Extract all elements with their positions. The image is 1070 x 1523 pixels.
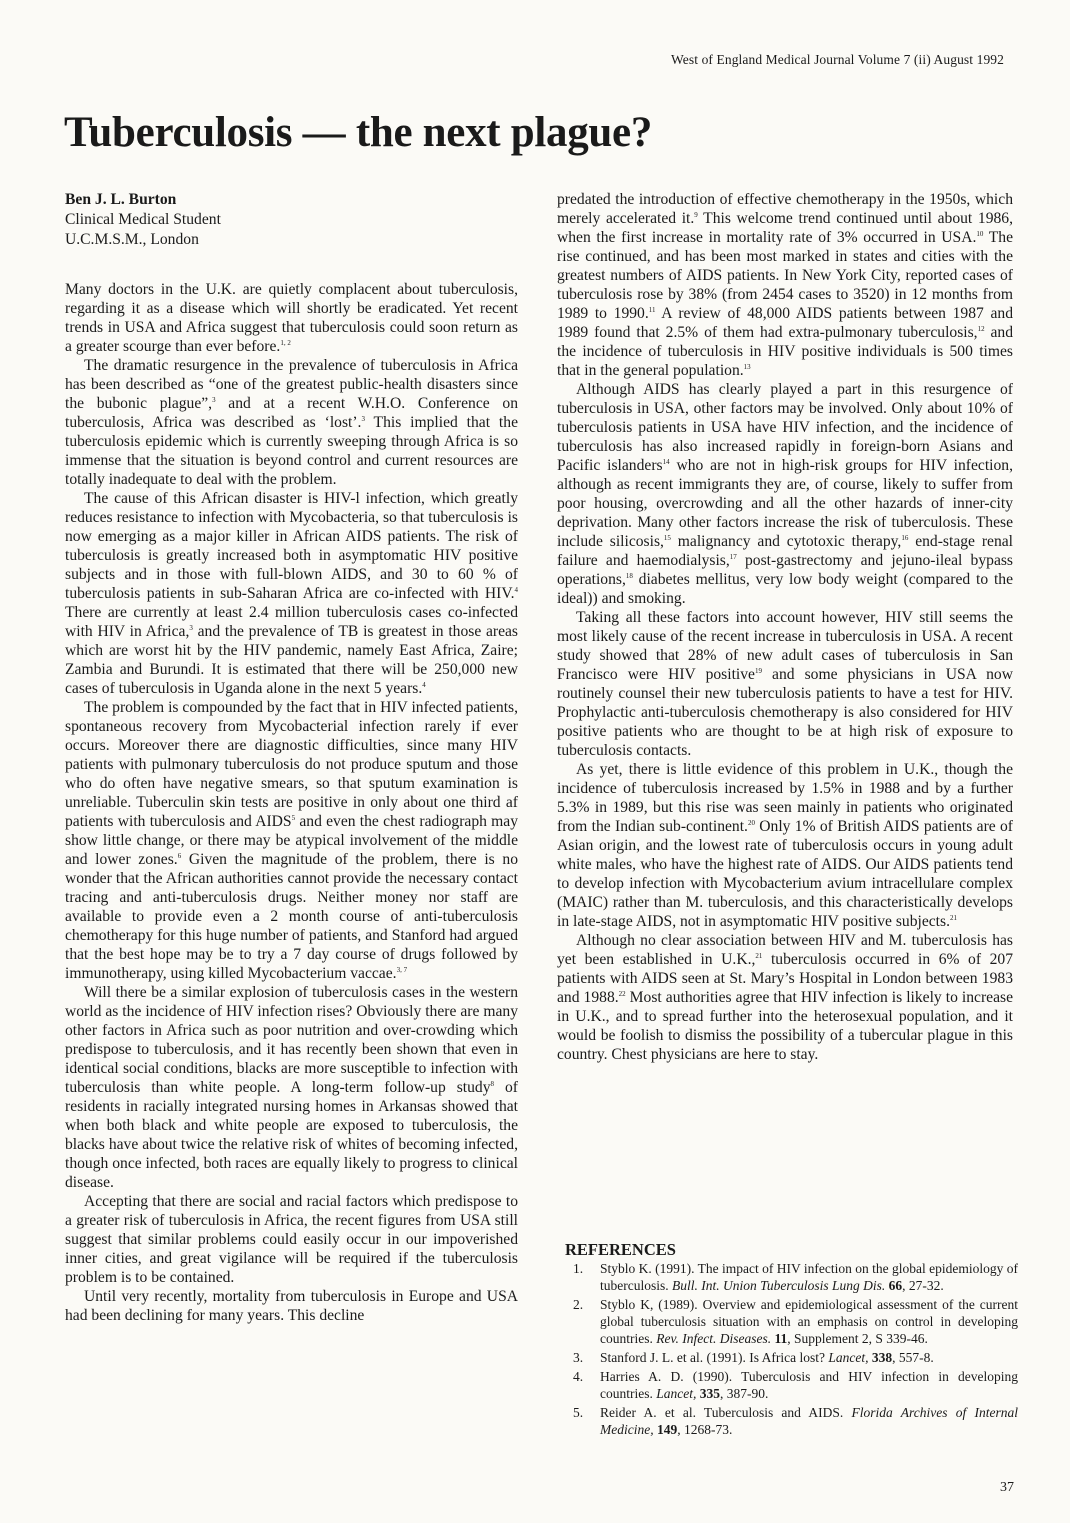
- paragraph: Although AIDS has clearly played a part in this resurgence of tuberculosis in USA, other factors may be involved. Only about 10% of tuberculosis patients in USA have HIV infection, and the incidence of tuberculosis has also increased rapidly in foreign-born Asians and Pacific islanders$^{14}$ who are not in high-risk groups for HIV infection, although as recent immigrants they are, of course, likely to suffer from poor housing, overcrowding and all the other hazards of inner-city deprivation. Many other factors increase the risk of tuberculosis. These include silicosis,$^{15}$ malignancy and cytotoxic therapy,$^{16}$ end-stage renal failure and haemodialysis,$^{17}$ post-gastrectomy and jejuno-ileal bypass operations,$^{18}$ diabetes mellitus, very low body weight (compared to the ideal)) and smoking.: [557, 381, 1014, 607]
- paragraph: Accepting that there are social and racial factors which predispose to a greater risk of tuberculosis in Africa, the recent figures from USA still suggest that similar problems could easily occur in our impoverished inner cities, and great vigilance will be required if the tuberculosis problem is to be contained.: [65, 1193, 518, 1286]
- paragraph: Will there be a similar explosion of tuberculosis cases in the western world as the incidence of HIV infection rises? Obviously there are many other factors in Africa such as poor nutrition and over-crowding which predispose to tuberculosis, and it has recently been shown that even in identical social conditions, blacks are more susceptible to infection with tuberculosis than white people. A long-term follow-up study$^8$ of residents in racially integrated nursing homes in Arkansas showed that when both black and white people are exposed to tuberculosis, the blacks have about twice the relative risk of whites of becoming infected, though once infected, both races are equally likely to progress to clinical disease.: [65, 984, 518, 1191]
- left-column: [65, 190, 518, 1325]
- page-number: 37: [1000, 1480, 1014, 1495]
- paragraph: The cause of this African disaster is HIV-l infection, which greatly reduces resistance to infection with Mycobacteria, so that tuberculosis is now emerging as a major killer in African AIDS patients. The risk of tuberculosis is greatly increased both in asymptomatic HIV positive subjects and in those with full-blown AIDS, and 30 to 60 % of tuberculosis patients in sub-Saharan Africa are co-infected with HIV.$^4$ There are currently at least 2.4 million tuberculosis cases co-infected with HIV in Africa,$^3$ and the prevalence of TB is greatest in those areas which are worst hit by the HIV pandemic, namely East Africa, Zaire; Zambia and Burundi. It is estimated that there will be 250,000 new cases of tuberculosis in Uganda alone in the next 5 years.$^4$: [65, 490, 519, 697]
- running-head: West of England Medical Journal Volume 7 (ii) August 1992: [671, 52, 1004, 67]
- paragraph: Taking all these factors into account however, HIV still seems the most likely cause of the recent increase in tuberculosis in USA. A recent study showed that 28% of new adult cases of tuberculosis in San Francisco were HIV positive$^{19}$ and some physicians in USA now routinely counsel their new tuberculosis patients to have a test for HIV. Prophylactic anti-tuberculosis chemotherapy is also considered for HIV positive patients who are thought to be at high risk of exposure to tuberculosis contacts.: [557, 609, 1013, 759]
- paragraph: Although no clear association between HIV and M. tuberculosis has yet been established in U.K.,$^{21}$ tuberculosis occurred in 6% of 207 patients with AIDS seen at St. Mary’s Hospital in London between 1983 and 1988.22 Most authorities agree that HIV infection is likely to increase in U.K., and to spread further into the heterosexual population, and it would be foolish to dismiss the possibility of a tubercular plague in this country. Chest physicians are here to stay.: [557, 932, 1014, 1063]
- reference-item: 1. Styblo K. (1991). The impact of HIV infection on the global epidemiology of tuberculosis. Bull. Int. Union Tuberculosis Lung Dis. 66, 27-32.: [573, 1261, 1018, 1293]
- author-role: Clinical Medical Student: [65, 211, 221, 228]
- article-title: Tuberculosis — the next plague?: [64, 109, 653, 156]
- paragraph: predated the introduction of effective chemotherapy in the 1950s, which merely accelerated it.$^9$ This welcome trend continued until about 1986, when the first increase in mortality rate of 3% occurred in USA.$^{10}$ The rise continued, and has been most marked in states and cities with the greatest numbers of AIDS patients. In New York City, reported cases of tuberculosis rose by 38% (from 2454 cases to 3520) in 12 months from 1989 to 1990.11 A review of 48,000 AIDS patients between 1987 and 1989 found that 2.5% of them had extra-pulmonary tuberculosis,$^{12}$ and the incidence of tuberculosis in HIV positive individuals is 500 times that in the general population.$^{13}$: [557, 191, 1013, 379]
- reference-item: 2. Styblo K, (1989). Overview and epidemiological assessment of the current global tuberculosis situation with an emphasis on control in developing countries. Rev. Infect. Diseases. 11, Supplement 2, S 339-46.: [573, 1297, 1018, 1346]
- author-block: [65, 190, 518, 250]
- reference-item: 4. Harries A. D. (1990). Tuberculosis and HIV infection in developing countries. Lancet, 335, 387-90.: [573, 1369, 1018, 1401]
- paragraph: As yet, there is little evidence of this problem in U.K., though the incidence of tuberculosis increased by 1.5% in 1988 and by a further 5.3% in 1989, but this rise was seen mainly in patients who originated from the Indian sub-continent.$^{20}$ Only 1% of British AIDS patients are of Asian origin, and the lowest rate of tuberculosis occurs in young adult white males, who have the highest rate of AIDS. Our AIDS patients tend to develop infection with Mycobacterium avium intracellulare complex (MAIC) rather than M. tuberculosis, and this characteristically develops in late-stage AIDS, not in asymptomatic HIV positive subjects.$^{21}$: [557, 761, 1013, 930]
- author-affiliation: U.C.M.S.M., London: [65, 231, 199, 248]
- paragraph: The problem is compounded by the fact that in HIV infected patients, spontaneous recovery from Mycobacterial infection rarely if ever occurs. Moreover there are diagnostic difficulties, since many HIV patients with pulmonary tuberculosis do not produce sputum and those who do often have negative smears, so that sputum examination is unreliable. Tuberculin skin tests are positive in only about one third af patients with tuberculosis and AIDS$^5$ and even the chest radiograph may show little change, or there may be atypical involvement of the middle and lower zones.$^6$ Given the magnitude of the problem, there is no wonder that the African authorities cannot provide the necessary contact tracing and anti-tuberculosis drugs. Neither money nor staff are available to provide even a 2 month course of anti-tuberculosis chemotherapy for this huge number of patients, and Stanford had argued that the best hope may be to try a 7 day course of drugs followed by immunotherapy, using killed Mycobacterium vaccae.$^{3, 7}$: [65, 699, 519, 982]
- reference-item: 5. Reider A. et al. Tuberculosis and AIDS. Florida Archives of Internal Medicine, 149, 1268-73.: [573, 1405, 1018, 1437]
- references-list: [565, 1260, 1018, 1440]
- right-column: [557, 190, 1013, 1064]
- paragraph: Many doctors in the U.K. are quietly complacent about tuberculosis, regarding it as a disease which will shortly be eradicated. Yet recent trends in USA and Africa suggest that tuberculosis could soon return as a greater scourge than ever before.$^{1, 2}$: [65, 281, 518, 355]
- paragraph: Until very recently, mortality from tuberculosis in Europe and USA had been declining for many years. This decline: [65, 1288, 518, 1324]
- author-name: Ben J. L. Burton: [65, 191, 177, 208]
- paragraph: The dramatic resurgence in the prevalence of tuberculosis in Africa has been described as “one of the greatest public-health disasters since the bubonic plague”,$^3$ and at a recent W.H.O. Conference on tuberculosis, Africa was described as ‘lost’.$^3$ This implied that the tuberculosis epidemic which is currently sweeping through Africa is so immense that the situation is beyond control and current resources are totally inadequate to deal with the problem.: [65, 357, 518, 488]
- references-heading: REFERENCES: [565, 1240, 676, 1259]
- reference-item: 3. Stanford J. L. et al. (1991). Is Africa lost? Lancet, 338, 557-8.: [573, 1350, 934, 1365]
